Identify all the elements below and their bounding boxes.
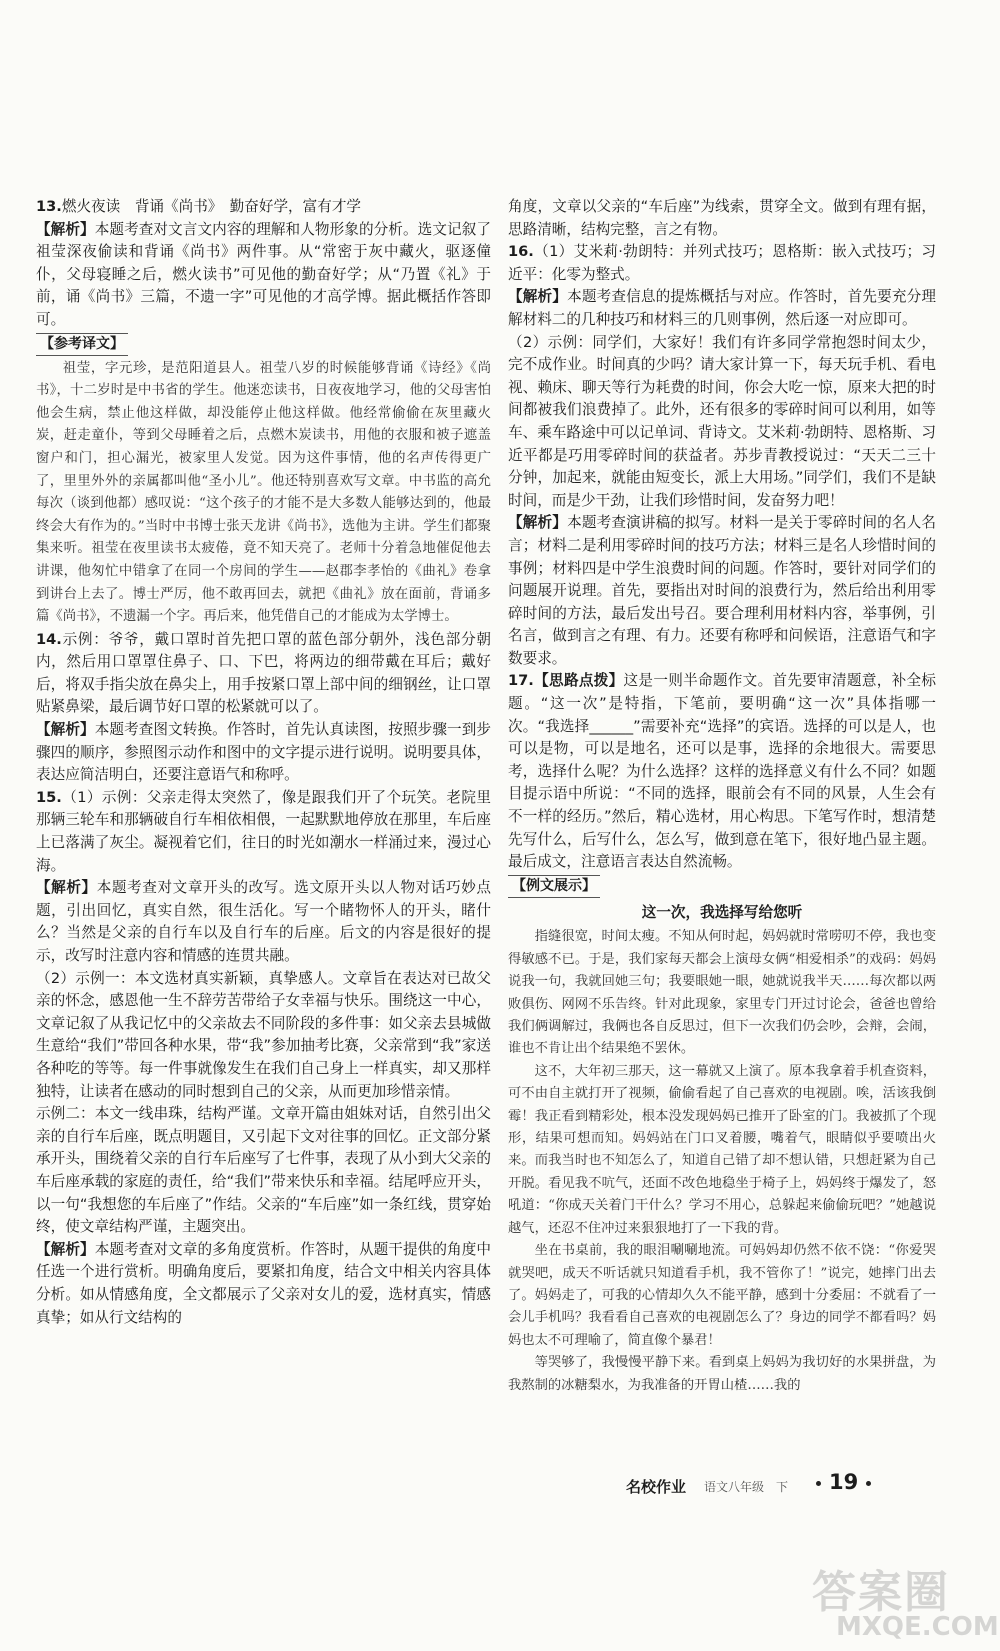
q14-answer: 14.示例：爷爷，戴口罩时首先把口罩的蓝色部分朝外，浅色部分朝内，然后用口罩罩住鼻子、口、下巴，将两边的细带戴在耳后；戴好后，将双手指尖放在鼻尖上，用手按紧口罩上部中间的细钢丝，让口罩贴紧鼻梁，最后调节好口罩的松紧就可以了。 — [36, 630, 491, 716]
q16-analysis2: 【解析】本题考查演讲稿的拟写。材料一是关于零碎时间的名人名言；材料二是利用零碎时间的技巧方法；材料三是名人珍惜时间的事例；材料四是中学生浪费时间的问题。作答时，要针对同学们的问题展开说理。首先，要指出对时间的浪费行为，然后给出利用零碎时间的方法，最后发出号召。要合理利用材料内容，举事例，引名言，做到言之有理、有力。还要有称呼和问候语，注意语气和字数要求。 — [508, 514, 936, 667]
example-essay — [508, 926, 936, 1397]
q16-part1: 16.（1）艾米莉·勃朗特：并列式技巧；恩格斯：嵌入式技巧；习近平：化零为整式。 — [508, 243, 936, 283]
q13-analysis: 【解析】本题考查对文言文内容的理解和人物形象的分析。选文记叙了祖莹深夜偷读和背诵《尚书》两件事。从“常密于灰中藏火，驱逐僮仆，父母寝睡之后，燃火读书”可见他的勤奋好学；从“乃置《礼》于前，诵《尚书》三篇，不遗一字”可见他的才高学博。据此概括作答即可。 — [36, 220, 491, 328]
q15-analysis1: 【解析】本题考查对文章开头的改写。选文原开头以人物对话巧妙点题，引出回忆，真实自然，很生活化。写一个睹物怀人的开头，睹什么？当然是父亲的自行车以及自行车的后座。后文的内容是很好的提示，改写时注意内容和情感的连贯共融。 — [36, 879, 491, 964]
q16-analysis1: 【解析】本题考查信息的提炼概括与对应。作答时，首先要充分理解材料二的几种技巧和材料三的几则事例，然后逐一对应即可。 — [508, 288, 936, 328]
q15-part2: （2）示例一：本文选材真实新颖，真挚感人。文章旨在表达对已故父亲的怀念，感恩他一生不辞劳苦带给子女幸福与快乐。围绕这一中心，文章记叙了从我记忆中的父亲故去不同阶段的多件事：如父亲去县城做生意给“我们”带回各种水果，带“我”参加抽考比赛，父亲常到“我”家送各种吃的等等。每一件事就像发生在我们自己身上一样真实，却又那样独特，让读者在感动的同时想到自己的父亲，从而更加珍惜亲情。 — [36, 969, 491, 1100]
q16-part2: （2）示例：同学们，大家好！我们有许多同学常抱怨时间太少，完不成作业。时间真的少吗？请大家计算一下，每天玩手机、看电视、赖床、聊天等行为耗费的时间，你会大吃一惊，原来大把的时间都被我们浪费掉了。此外，还有很多的零碎时间可以利用，如等车、乘车路途中可以记单词、背诗文。艾米莉·勃朗特、恩格斯、习近平都是巧用零碎时间的获益者。苏步青教授说过：“天天二三十分钟，加起来，就能由短变长，派上大用场。”同学们，我们不是缺时间，而是少干劲，让我们珍惜时间，发奋努力吧！ — [508, 333, 936, 509]
bullet-icon — [816, 1481, 821, 1486]
essay-paragraph: 指缝很宽，时间太瘦。不知从何时起，妈妈就时常唠叨不停，我也变得敏感不已。于是，我们家每天都会上演母女俩“相爱相杀”的戏码：妈妈说我一句，我就回她三句；我要眼她一眼，她就说我半天……每次都以两败俱伤、网网不乐告终。针对此现象，家里专门开过讨论会，爸爸也曾给我们俩调解过，我俩也各自反思过，但下一次我们仍会吵，会辩，会闹，谁也不肯让出个结果绝不罢休。 — [508, 929, 936, 1057]
left-column — [36, 196, 491, 1329]
q15-continuation: 角度，文章以父亲的“车后座”为线索，贯穿全文。做到有理有据，思路清晰，结构完整，言之有物。 — [508, 198, 936, 238]
essay-paragraph: 这不，大年初三那天，这一幕就又上演了。原本我拿着手机查资料，可不由自主就打开了视频，偷偷看起了自己喜欢的电视剧。唉，活该我倒霉！我正看到精彩处，根本没发现妈妈已推开了卧室的门。我被抓了个现形，结果可想而知。妈妈站在门口叉着腰，嘴着气，眼睛似乎要喷出火来。而我当时也不知怎么了，知道自己错了却不想认错，只想赶紧为自己开脱。看见我不吭气，还面不改色地稳坐于椅子上，妈妈终于爆发了，怒吼道：“你成天关着门干什么？学习不用心，总躲起来偷偷玩吧？”她越说越气，还忍不住冲过来狠狠地打了一下我的背。 — [508, 1063, 936, 1236]
page-number: 19 — [808, 1470, 879, 1494]
q15-part1: 15.（1）示例：父亲走得太突然了，像是跟我们开了个玩笑。老院里那辆三轮车和那辆破自行车相依相偎，一起默默地停放在那里，车后座上已落满了灰尘。凝视着它们，往日的时光如潮水一样涌过来，漫过心海。 — [36, 788, 491, 874]
q15-example2: 示例二：本文一线串珠，结构严谨。文章开篇由姐妹对话，自然引出父亲的自行车后座，既点明题目，又引起下文对往事的回忆。正文部分紧承开头，围绕着父亲的自行车后座写了七件事，表现了从小到大父亲的车后座承载的家庭的责任，给“我们”带来快乐和幸福。结尾呼应开头，以一句“我想您的车后座了”作结。父亲的“车后座”如一条红线，贯穿始终，使文章结构严谨，主题突出。 — [36, 1105, 491, 1236]
essay-paragraph: 等哭够了，我慢慢平静下来。看到桌上妈妈为我切好的水果拼盘，为我熬制的冰糖梨水，为我准备的开胃山楂……我的 — [508, 1355, 936, 1393]
watermark-logo-text: 答案圈 — [812, 1567, 950, 1618]
footer-subject: 语文八年级 下 — [704, 1480, 789, 1494]
q15-analysis2: 【解析】本题考查对文章的多角度赏析。作答时，从题干提供的角度中任选一个进行赏析。明确角度后，要紧扣角度，结合文中相关内容具体分析。如从情感角度，全文都展示了父亲对女儿的爱，选材真实，情感真挚；如从行文结构的 — [36, 1240, 491, 1326]
example-essay-badge: 【例文展示】 — [508, 875, 600, 898]
reference-translation — [36, 358, 491, 629]
watermark-url: MXQE.COM — [836, 1612, 999, 1642]
q13-answer: 13.燃火夜读 背诵《尚书》 勤奋好学，富有才学 — [36, 198, 362, 215]
reference-translation-badge: 【参考译文】 — [36, 333, 128, 356]
watermark — [812, 1556, 999, 1646]
q14-analysis: 【解析】本题考查图文转换。作答时，首先认真读图，按照步骤一到步骤四的顺序，参照图示动作和图中的文字提示进行说明。说明要具体，表达应简洁明白，还要注意语气和称呼。 — [36, 721, 491, 784]
q17-guidance: 17.【思路点拨】这是一则半命题作文。首先要审清题意，补全标题。“这一次”是特指，下笔前，要明确“这一次”具体指哪一次。“我选择______”需要补充“选择”的宾语。选择的可以是人，也可以是物，可以是地名，还可以是事，选择的余地很大。需要思考，选择什么呢？为什么选择？这样的选择意义有什么不同？如题目提示语中所说：“不同的选择，眼前会有不同的风景，人生会有不一样的经历。”然后，精心选材，用心构思。下笔写作时，想清楚先写什么，后写什么，怎么写，做到意在笔下，很好地凸显主题。最后成文，注意语言表达自然流畅。 — [508, 672, 936, 871]
example-essay-title: 这一次，我选择写给您听 — [641, 903, 803, 921]
bullet-icon — [866, 1481, 871, 1486]
essay-paragraph: 坐在书桌前，我的眼泪唰唰地流。可妈妈却仍然不依不饶：“你爱哭就哭吧，成天不听话就只知道看手机，我不管你了！”说完，她摔门出去了。妈妈走了，可我的心情却久久不能平静，感到十分委屈：不就看了一会儿手机吗？我看看自己喜欢的电视剧怎么了？身边的同学不都看吗？妈妈也太不可理喻了，简直像个暴君！ — [508, 1243, 936, 1348]
translation-paragraph: 祖莹，字元珍，是范阳道县人。祖莹八岁的时候能够背诵《诗经》《尚书》，十二岁时是中书省的学生。他迷恋读书，日夜夜地学习，他的父母害怕他会生病，禁止他这样做，却没能停止他这样做。他经常偷偷在灰里藏火炭，赶走童仆，等到父母睡着之后，点燃木炭读书，用他的衣服和被子遮盖窗户和门，担心漏光，被家里人发觉。因为这件事情，他的名声传得更广了，里里外外的亲属都叫他“圣小儿”。他还特别喜欢写文章。中书监的高允每次（谈到他都）感叹说：“这个孩子的才能不是大多数人能够达到的，他最终会大有作为的。”当时中书博士张天龙讲《尚书》，选他为主讲。学生们都聚集来听。祖莹在夜里读书太疲倦，竟不知天亮了。老师十分着急地催促他去讲课，他匆忙中错拿了在同一个房间的学生——赵郡李孝怡的《曲礼》卷拿到讲台上去了。博士严厉，他不敢再回去，就把《曲礼》放在面前，背诵多篇《尚书》，不遗漏一个字。再后来，他凭借自己的才能成为太学博士。 — [36, 360, 491, 625]
right-column — [508, 196, 936, 1397]
footer-brand: 名校作业 — [626, 1478, 687, 1496]
page-footer — [626, 1470, 926, 1500]
